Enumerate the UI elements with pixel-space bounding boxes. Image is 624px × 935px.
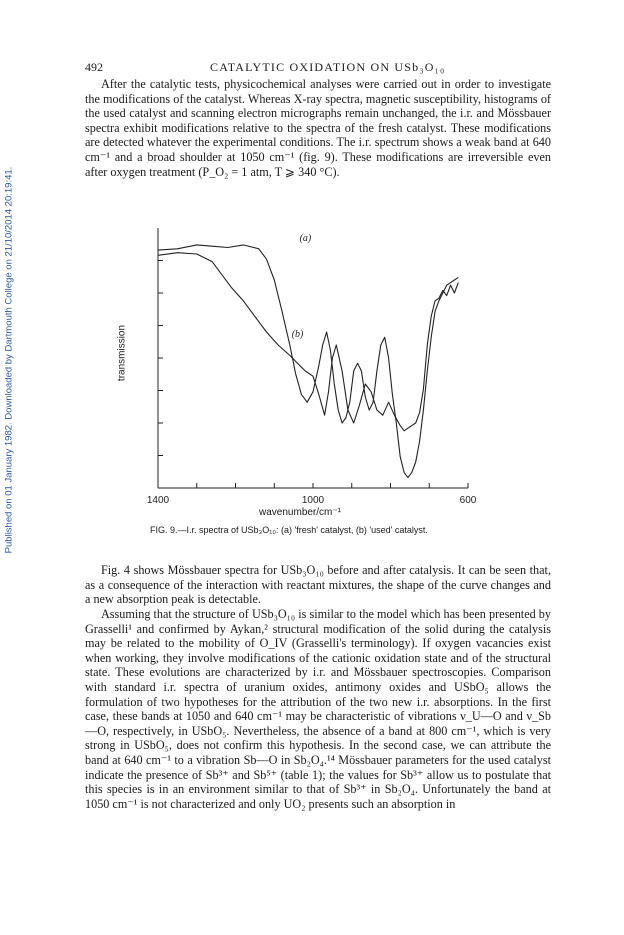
figure-caption: FIG. 9.—I.r. spectra of USb₃O₁₀: (a) 'fresh' catalyst, (b) 'used' catalyst. <box>150 525 428 535</box>
series-b-label: (b) <box>291 329 304 341</box>
ir-spectra-chart <box>110 224 500 506</box>
page-number: 492 <box>85 60 103 74</box>
x-tick-label: 600 <box>459 495 477 506</box>
running-head: CATALYTIC OXIDATION ON USb₃O₁₀ <box>210 60 446 74</box>
x-tick-label: 1000 <box>301 495 325 506</box>
x-axis-label: wavenumber/cm⁻¹ <box>259 507 341 518</box>
tick-labels <box>147 495 477 506</box>
paragraph-3: Assuming that the structure of USb₃O₁₀ is similar to the model which has been presented by Grasselli¹ and confirmed by Aykan,² structural modification of the solid during the catalysis may be related to the mobility of O_IV (Grasselli's terminology). If oxygen vacancies exist when working, they involve modifications of the cationic oxidation state and of the structural state. These evolutions are characterized by i.r. and Mössbauer spectroscopies. Comparison with standard i.r. spectra of uranium oxides, antimony oxides and USbO₅ allows the formulation of two hypotheses for the attribution of the two new i.r. absorptions. In the first case, these bands at 1050 and 640 cm⁻¹ may be characteristic of vibrations ν_U—O and ν_Sb—O, respectively, in USbO₅. Nevertheless, the absence of a band at 800 cm⁻¹, which is very strong in USbO₅, does not confirm this hypothesis. In the second case, we can attribute the band at 640 cm⁻¹ to a vibration Sb—O in Sb₂O₄.¹⁴ Mössbauer parameters for the used catalyst indicate the presence of Sb³⁺ and Sb⁵⁺ (table 1); the values for Sb³⁺ allow us to postulate that this species is in an environment similar to that of Sb³⁺ in Sb₂O₄. Unfortunately the band at 1050 cm⁻¹ is not characterized and only UO₂ presents such an absorption in <box>85 607 551 811</box>
series-b-group <box>158 253 458 431</box>
paragraph-2: Fig. 4 shows Mössbauer spectra for USb₃O₁₀ before and after catalysis. It can be seen that, as a consequence of the interaction with reactant mixtures, the shape of the curve changes and a new absorption peak is detectable. <box>85 563 551 607</box>
publication-note: Published on 01 January 1982. Downloaded by Dartmouth College on 21/10/2014 20:19:41. <box>3 166 15 554</box>
publication-sidebar <box>2 150 16 570</box>
series-a-line <box>158 245 458 478</box>
y-axis-label: transmission <box>116 324 128 382</box>
page-header <box>85 60 540 78</box>
x-tick-label: 1400 <box>146 495 170 506</box>
series-a-group <box>158 233 458 478</box>
series-a-label: (a) <box>299 233 312 244</box>
paragraph-1: After the catalytic tests, physicochemical analyses were carried out in order to investigate the modifications of the catalyst. Whereas X-ray spectra, magnetic susceptibility, histograms of the used catalyst and scanning electron micrographs remain unchanged, the i.r. and Mössbauer spectra exhibit modifications relative to the spectra of the fresh catalyst. These modifications are detected whatever the experimental conditions. The i.r. spectrum shows a weak band at 640 cm⁻¹ and a broad shoulder at 1050 cm⁻¹ (fig. 9). These modifications are irreversible even after oxygen treatment (P_O₂ = 1 atm, T ⩾ 340 °C). <box>85 77 551 179</box>
series-b-line <box>158 253 458 431</box>
chart-axes <box>158 228 468 488</box>
